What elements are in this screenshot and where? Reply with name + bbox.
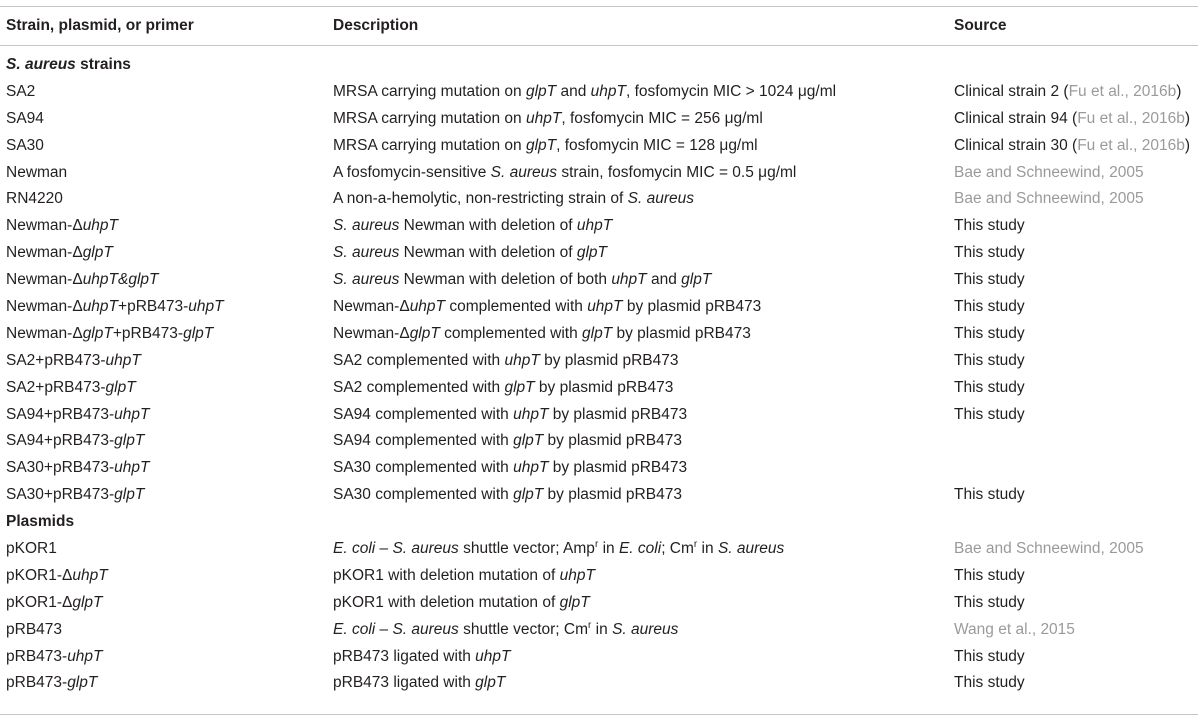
- table-row: [0, 267, 1200, 294]
- italic-text: uhpT: [587, 298, 623, 316]
- italic-text: glpT: [114, 432, 145, 450]
- table-row: [0, 79, 1200, 106]
- text-run: This study: [954, 298, 1025, 316]
- text-run: ): [1184, 109, 1191, 127]
- italic-text: glpT: [475, 674, 506, 692]
- text-run: pKOR1 with deletion mutation of: [333, 593, 560, 611]
- italic-text: glpT: [82, 244, 113, 262]
- text-run: , fosfomycin MIC = 256 μg/ml: [561, 109, 763, 127]
- cell-strain: [6, 352, 141, 370]
- italic-text: uhpT: [409, 298, 446, 316]
- text-run: pRB473: [6, 620, 63, 638]
- text-run: Newman-Δ: [333, 298, 410, 316]
- cell-description: [333, 648, 511, 666]
- table-row: [0, 133, 1200, 160]
- text-run: This study: [954, 566, 1025, 584]
- italic-text: uhpT: [475, 647, 511, 665]
- cell-source: [954, 379, 1025, 397]
- cell-description: [333, 110, 763, 128]
- cell-source: [954, 217, 1025, 235]
- italic-text: glpT: [67, 674, 98, 692]
- italic-text: glpT: [525, 136, 557, 154]
- italic-text: uhpT: [82, 217, 119, 235]
- italic-text: S. aureus: [717, 540, 785, 558]
- text-run: A fosfomycin-sensitive: [333, 163, 491, 181]
- cell-description: [333, 325, 751, 343]
- section-header-row: [0, 52, 1200, 79]
- cell-strain: [6, 164, 67, 182]
- cell-strain: [6, 432, 144, 450]
- text-run: This study: [954, 405, 1025, 423]
- italic-text: uhpT: [513, 459, 549, 477]
- table-row: [0, 482, 1200, 509]
- cell-description: [333, 271, 711, 289]
- cell-source: [954, 406, 1025, 424]
- text-run: RN4220: [6, 190, 63, 208]
- text-run: This study: [954, 217, 1025, 235]
- table-header-rule: [0, 45, 1198, 46]
- cell-strain: [6, 83, 35, 101]
- table-row: [0, 617, 1200, 644]
- text-run: by plasmid pRB473: [534, 378, 674, 396]
- text-run: pRB473 ligated with: [333, 674, 476, 692]
- text-run: Newman: [6, 163, 68, 181]
- cell-strain: [6, 621, 62, 639]
- italic-text: glpT: [513, 486, 544, 504]
- text-run: Clinical strain 2 (: [954, 82, 1069, 100]
- text-run: SA94: [6, 109, 44, 127]
- cell-strain: [6, 674, 97, 692]
- cell-strain: [6, 648, 103, 666]
- text-run: by plasmid pRB473: [543, 486, 682, 504]
- text-run: SA30+pRB473-: [6, 486, 115, 504]
- table-row: [0, 240, 1200, 267]
- italic-text: uhpT: [513, 405, 549, 423]
- text-run: pKOR1-Δ: [6, 566, 73, 584]
- cell-description: [333, 217, 612, 235]
- text-run: Newman with deletion of: [399, 217, 577, 235]
- text-run: shuttle vector; Amp: [458, 540, 595, 558]
- text-run: Newman-Δ: [6, 324, 83, 342]
- italic-text: uhpT&glpT: [82, 271, 159, 289]
- cell-source: [954, 190, 1144, 208]
- cell-source: [954, 486, 1025, 504]
- citation-link[interactable]: Bae and Schneewind, 2005: [954, 190, 1144, 208]
- italic-text: S. aureus: [612, 620, 679, 638]
- text-run: by plasmid pRB473: [539, 351, 679, 369]
- header-strain-plasmid-primer: Strain, plasmid, or primer: [6, 17, 194, 34]
- text-run: SA94+pRB473-: [6, 432, 115, 450]
- text-run: , fosfomycin MIC = 128 μg/ml: [556, 136, 758, 154]
- text-run: ; Cm: [661, 540, 694, 558]
- italic-text: glpT: [513, 432, 544, 450]
- text-run: This study: [954, 674, 1025, 692]
- table-row: [0, 106, 1200, 133]
- text-run: Plasmids: [6, 513, 75, 531]
- cell-source: [954, 594, 1025, 612]
- table-row: [0, 536, 1200, 563]
- cell-source: [954, 83, 1181, 101]
- italic-text: uhpT: [67, 647, 103, 665]
- cell-description: [333, 406, 687, 424]
- text-run: and: [646, 271, 682, 289]
- citation-link[interactable]: Bae and Schneewind, 2005: [954, 163, 1144, 181]
- cell-description: [333, 83, 836, 101]
- cell-strain: [6, 567, 108, 585]
- text-run: pRB473-: [6, 674, 68, 692]
- cell-description: [333, 567, 595, 585]
- table-row: [0, 321, 1200, 348]
- table-row: [0, 402, 1200, 429]
- text-run: –: [375, 620, 393, 638]
- italic-text: glpT: [72, 593, 103, 611]
- cell-source: [954, 325, 1025, 343]
- superscript-text: r: [693, 538, 698, 550]
- text-run: This study: [954, 486, 1025, 504]
- italic-text: S. aureus: [627, 190, 694, 208]
- superscript-text: r: [588, 619, 592, 631]
- cell-strain: [6, 594, 103, 612]
- italic-text: glpT: [525, 82, 557, 100]
- text-run: Newman-Δ: [6, 298, 83, 316]
- header-source: Source: [954, 17, 1007, 34]
- cell-source: [954, 137, 1190, 155]
- italic-text: E. coli: [333, 620, 376, 638]
- text-run: by plasmid pRB473: [622, 298, 762, 316]
- table-top-rule: [0, 6, 1198, 7]
- cell-source: [954, 540, 1144, 558]
- table-row: [0, 186, 1200, 213]
- table-row: [0, 590, 1200, 617]
- cell-description: [333, 459, 687, 477]
- italic-text: E. coli: [618, 540, 662, 558]
- text-run: This study: [954, 378, 1025, 396]
- cell-description: [333, 352, 679, 370]
- citation-link[interactable]: Fu et al., 2016b: [1077, 109, 1185, 127]
- text-run: in: [598, 540, 619, 558]
- text-run: strains: [75, 56, 131, 73]
- italic-text: glpT: [576, 244, 607, 262]
- cell-strain: [6, 217, 118, 235]
- text-run: , fosfomycin MIC > 1024 μg/ml: [625, 82, 837, 100]
- cell-strain: [6, 298, 224, 316]
- italic-text: S. aureus: [6, 56, 76, 73]
- cell-description: [333, 164, 796, 182]
- text-run: SA94 complemented with: [333, 405, 514, 423]
- italic-text: uhpT: [590, 82, 626, 100]
- table-row: [0, 375, 1200, 402]
- italic-text: S. aureus: [392, 540, 459, 558]
- cell-description: [333, 379, 673, 397]
- italic-text: E. coli: [333, 540, 376, 558]
- text-run: and: [556, 82, 591, 100]
- text-run: This study: [954, 593, 1025, 611]
- table-row: [0, 213, 1200, 240]
- text-run: by plasmid pRB473: [548, 405, 688, 423]
- cell-description: [333, 137, 758, 155]
- table-row: [0, 563, 1200, 590]
- cell-strain: [6, 406, 150, 424]
- italic-text: uhpT: [611, 271, 647, 289]
- text-run: +pRB473-: [112, 324, 184, 342]
- italic-text: uhpT: [105, 351, 141, 369]
- citation-link[interactable]: Wang et al., 2015: [954, 620, 1075, 638]
- text-run: by plasmid pRB473: [612, 324, 751, 342]
- cell-description: [333, 674, 505, 692]
- citation-link[interactable]: Bae and Schneewind, 2005: [954, 540, 1144, 558]
- text-run: +pRB473-: [118, 298, 189, 316]
- text-run: by plasmid pRB473: [548, 459, 688, 477]
- italic-text: glpT: [504, 378, 535, 396]
- text-run: in: [591, 620, 613, 638]
- cell-source: [954, 244, 1025, 262]
- cell-strain: [6, 513, 74, 531]
- cell-source: [954, 110, 1190, 128]
- cell-strain: [6, 271, 159, 289]
- table-row: [0, 428, 1200, 455]
- text-run: SA2: [6, 82, 36, 100]
- text-run: Newman-Δ: [6, 271, 83, 289]
- text-run: SA94 complemented with: [333, 432, 514, 450]
- cell-description: [333, 190, 694, 208]
- cell-source: [954, 567, 1025, 585]
- text-run: pKOR1: [6, 540, 57, 558]
- text-run: A non-a-hemolytic, non-restricting strain of: [333, 190, 628, 208]
- cell-strain: [6, 56, 131, 74]
- table-row: [0, 294, 1200, 321]
- table-bottom-rule: [0, 714, 1198, 715]
- text-run: SA30 complemented with: [333, 459, 514, 477]
- text-run: in: [697, 540, 718, 558]
- cell-description: [333, 244, 607, 262]
- italic-text: S. aureus: [392, 620, 459, 638]
- text-run: by plasmid pRB473: [543, 432, 682, 450]
- section-header-row: [0, 509, 1200, 536]
- text-run: pRB473-: [6, 647, 68, 665]
- text-run: SA94+pRB473-: [6, 405, 115, 423]
- italic-text: S. aureus: [333, 217, 400, 235]
- text-run: SA2 complemented with: [333, 378, 505, 396]
- italic-text: S. aureus: [333, 271, 400, 289]
- italic-text: glpT: [183, 324, 214, 342]
- cell-description: [333, 594, 590, 612]
- italic-text: uhpT: [188, 298, 224, 316]
- italic-text: uhpT: [559, 566, 595, 584]
- text-run: Newman with deletion of: [399, 244, 577, 262]
- cell-strain: [6, 110, 44, 128]
- table-body: [0, 52, 1200, 697]
- cell-description: [333, 621, 678, 639]
- cell-strain: [6, 137, 44, 155]
- text-run: ): [1184, 136, 1191, 154]
- cell-source: [954, 352, 1025, 370]
- text-run: MRSA carrying mutation on: [333, 109, 526, 127]
- text-run: complemented with: [439, 324, 582, 342]
- text-run: SA30: [6, 136, 44, 154]
- text-run: pKOR1-Δ: [6, 593, 73, 611]
- italic-text: glpT: [681, 271, 712, 289]
- text-run: Clinical strain 30 (: [954, 136, 1078, 154]
- citation-link[interactable]: Fu et al., 2016b: [1068, 82, 1177, 100]
- cell-strain: [6, 379, 136, 397]
- italic-text: glpT: [114, 486, 145, 504]
- cell-source: [954, 164, 1144, 182]
- italic-text: glpT: [82, 324, 113, 342]
- text-run: This study: [954, 647, 1025, 665]
- cell-strain: [6, 244, 113, 262]
- text-run: MRSA carrying mutation on: [333, 82, 526, 100]
- italic-text: glpT: [409, 324, 440, 342]
- cell-description: [333, 298, 761, 316]
- superscript-text: r: [594, 538, 599, 550]
- text-run: shuttle vector; Cm: [458, 620, 589, 638]
- cell-description: [333, 540, 784, 558]
- italic-text: S. aureus: [333, 244, 400, 262]
- cell-source: [954, 674, 1025, 692]
- text-run: Newman-Δ: [333, 324, 410, 342]
- italic-text: uhpT: [114, 405, 150, 423]
- cell-strain: [6, 190, 63, 208]
- table-header: [0, 9, 1200, 43]
- text-run: Newman-Δ: [6, 244, 83, 262]
- text-run: Clinical strain 94 (: [954, 109, 1078, 127]
- italic-text: uhpT: [525, 109, 562, 127]
- italic-text: uhpT: [576, 217, 613, 235]
- text-run: Newman-Δ: [6, 217, 83, 235]
- cell-description: [333, 432, 682, 450]
- cell-source: [954, 271, 1025, 289]
- text-run: This study: [954, 324, 1025, 342]
- italic-text: uhpT: [114, 459, 150, 477]
- text-run: This study: [954, 271, 1025, 289]
- text-run: MRSA carrying mutation on: [333, 136, 526, 154]
- citation-link[interactable]: Fu et al., 2016b: [1077, 136, 1185, 154]
- italic-text: uhpT: [504, 351, 540, 369]
- text-run: This study: [954, 351, 1025, 369]
- italic-text: S. aureus: [490, 163, 558, 181]
- text-run: SA2 complemented with: [333, 351, 505, 369]
- header-description: Description: [333, 17, 419, 34]
- text-run: ): [1176, 82, 1182, 100]
- italic-text: uhpT: [72, 566, 108, 584]
- text-run: –: [375, 540, 393, 558]
- cell-strain: [6, 325, 213, 343]
- cell-description: [333, 486, 682, 504]
- text-run: complemented with: [445, 298, 588, 316]
- cell-strain: [6, 486, 144, 504]
- text-run: pKOR1 with deletion mutation of: [333, 566, 560, 584]
- italic-text: glpT: [582, 324, 613, 342]
- table-row: [0, 455, 1200, 482]
- table-row: [0, 160, 1200, 187]
- cell-source: [954, 621, 1075, 639]
- table-row: [0, 644, 1200, 671]
- text-run: strain, fosfomycin MIC = 0.5 μg/ml: [557, 163, 797, 181]
- cell-strain: [6, 540, 57, 558]
- table-row: [0, 348, 1200, 375]
- text-run: pRB473 ligated with: [333, 647, 476, 665]
- italic-text: glpT: [105, 378, 136, 396]
- table-row: [0, 670, 1200, 697]
- cell-strain: [6, 459, 150, 477]
- text-run: SA30 complemented with: [333, 486, 514, 504]
- cell-source: [954, 298, 1025, 316]
- text-run: This study: [954, 244, 1025, 262]
- text-run: SA2+pRB473-: [6, 378, 106, 396]
- cell-source: [954, 648, 1025, 666]
- italic-text: uhpT: [82, 298, 119, 316]
- text-run: SA30+pRB473-: [6, 459, 115, 477]
- text-run: Newman with deletion of both: [399, 271, 612, 289]
- text-run: SA2+pRB473-: [6, 351, 106, 369]
- italic-text: glpT: [559, 593, 590, 611]
